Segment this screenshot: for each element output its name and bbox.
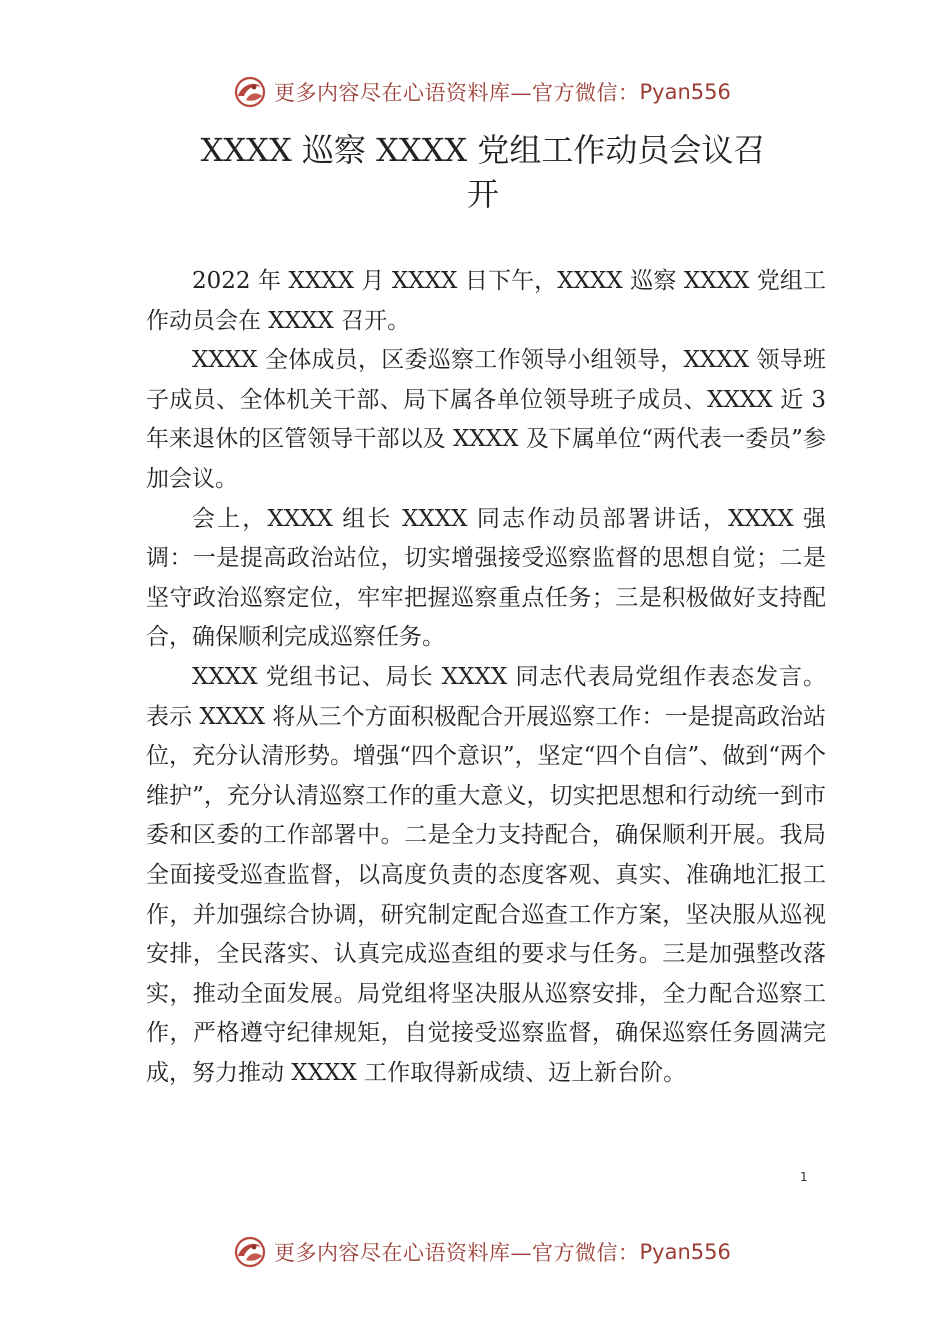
watermark-wechat-id: Pyan556 bbox=[639, 80, 731, 104]
watermark-text: 更多内容尽在心语资料库—官方微信： bbox=[274, 1241, 640, 1265]
page-number: 1 bbox=[800, 1170, 808, 1184]
watermark-banner-top bbox=[232, 72, 731, 112]
body-paragraph: XXXX 党组书记、局长 XXXX 同志代表局党组作表态发言。表示 XXXX 将从三个方面积极配合开展巡察工作：一是提高政治站位，充分认清形势。增强“四个意识”，坚定“四个自信”、做到“两个维护”，充分认清巡察工作的重大意义，切实把思想和行动统一到市委和区委的工作部署中。二是全力支持配合，确保顺利开展。我局全面接受巡查监督，以高度负责的态度客观、真实、准确地汇报工作，并加强综合协调，研究制定配合巡查工作方案，坚决服从巡视安排，全民落实、认真完成巡查组的要求与任务。三是加强整改落实，推动全面发展。局党组将坚决服从巡察安排，全力配合巡察工作，严格遵守纪律规矩，自觉接受巡察监督，确保巡察任务圆满完成，努力推动 XXXX 工作取得新成绩、迈上新台阶。 bbox=[146, 663, 826, 1086]
document-title-line1: XXXX 巡察 XXXX 党组工作动员会议召 bbox=[200, 131, 766, 169]
document-title-line2: 开 bbox=[466, 175, 499, 213]
body-paragraph: 2022 年 XXXX 月 XXXX 日下午，XXXX 巡察 XXXX 党组工作动员会在 XXXX 召开。 bbox=[146, 268, 826, 334]
document-body bbox=[146, 262, 826, 1093]
body-paragraph: XXXX 全体成员，区委巡察工作领导小组领导，XXXX 领导班子成员、全体机关干部、局下属各单位领导班子成员、XXXX 近 3 年来退休的区管领导干部以及 XXXX 及下属单位“两代表一委员”参加会议。 bbox=[146, 347, 826, 492]
watermark-text: 更多内容尽在心语资料库—官方微信： bbox=[274, 81, 640, 105]
watermark-banner-bottom bbox=[232, 1232, 731, 1272]
red-swirl-logo-icon bbox=[232, 74, 268, 110]
body-paragraph: 会上，XXXX 组长 XXXX 同志作动员部署讲话，XXXX 强调：一是提高政治站位，切实增强接受巡察监督的思想自觉；二是坚守政治巡察定位，牢牢把握巡察重点任务；三是积极做好支持配合，确保顺利完成巡察任务。 bbox=[146, 505, 826, 651]
red-swirl-logo-icon bbox=[232, 1234, 268, 1270]
watermark-wechat-id: Pyan556 bbox=[639, 1240, 731, 1264]
document-title bbox=[150, 128, 816, 216]
